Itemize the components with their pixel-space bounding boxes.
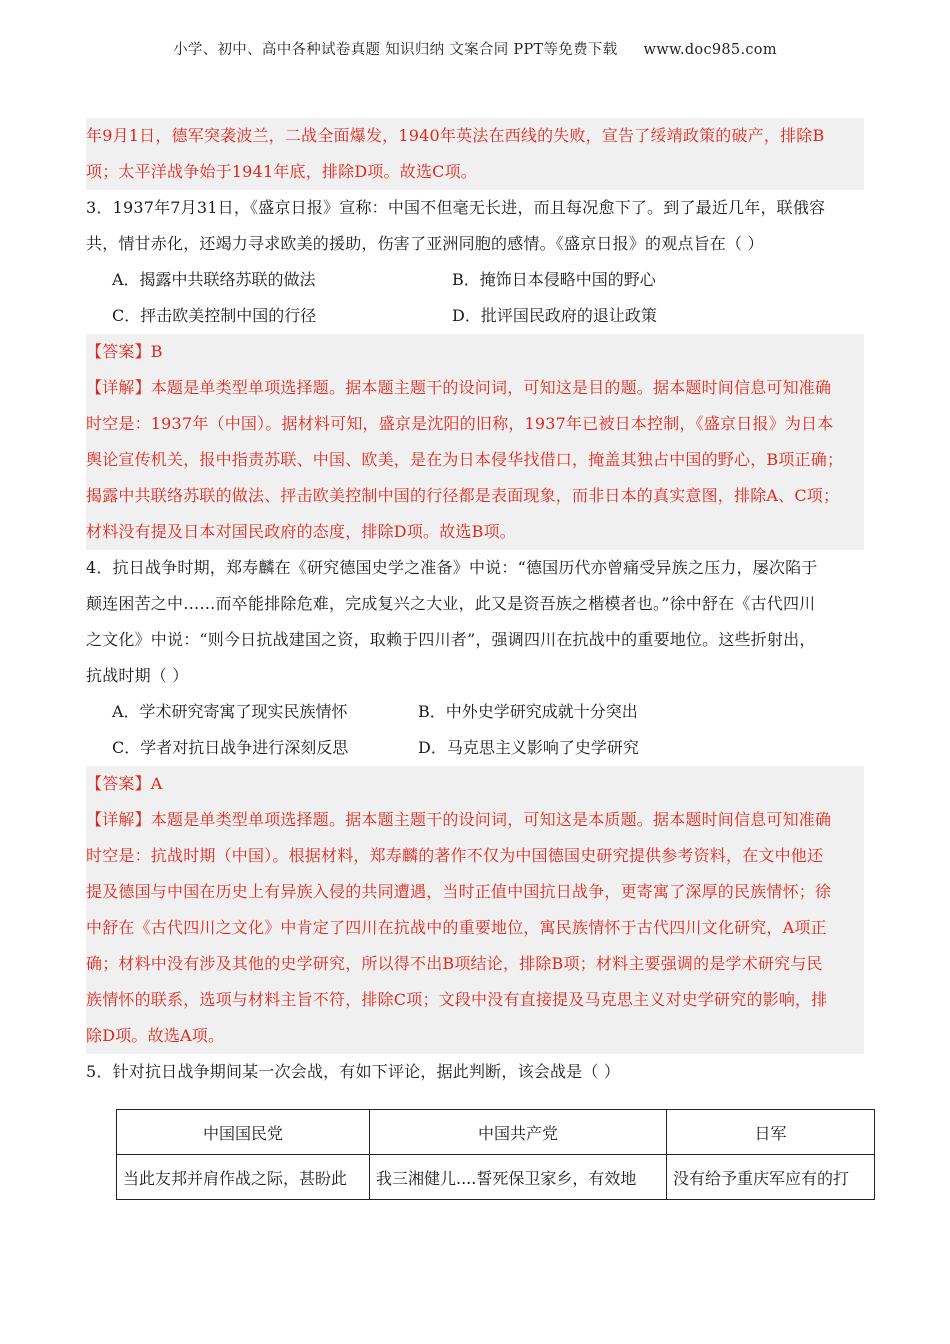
q5-stem: 5．针对抗日战争期间某一次会战，有如下评论，据此判断，该会战是（ ） xyxy=(86,1062,621,1081)
q4-explain-line: 确；材料中没有涉及其他的史学研究，所以得不出B项结论，排除B项；材料主要强调的是学术研究与民 xyxy=(86,954,823,973)
q3-option-d: D．批评国民政府的退让政策 xyxy=(452,306,657,325)
q3-explain-line: 材料没有提及日本对国民政府的态度，排除D项。故选B项。 xyxy=(86,522,516,541)
table-header-cell: 中国共产党 xyxy=(370,1110,667,1155)
q3-option-c: C．抨击欧美控制中国的行径 xyxy=(112,306,317,325)
q4-explain-line: 中舒在《古代四川之文化》中肯定了四川在抗战中的重要地位，寓民族情怀于古代四川文化研究，A项正 xyxy=(86,918,827,937)
q4-explain-line: 族情怀的联系，选项与材料主旨不符，排除C项；文段中没有直接提及马克思主义对史学研究的影响，排 xyxy=(86,990,828,1009)
q4-option-c: C．学者对抗日战争进行深刻反思 xyxy=(112,738,349,757)
table-cell: 我三湘健儿....誓死保卫家乡，有效地 xyxy=(370,1155,667,1200)
question-5 xyxy=(86,1054,864,1090)
q5-comment-table xyxy=(116,1109,875,1200)
q2-explain-line: 项；太平洋战争始于1941年底，排除D项。故选C项。 xyxy=(86,162,477,181)
q4-option-a: A．学术研究寄寓了现实民族情怀 xyxy=(112,702,348,721)
q4-options-row-2 xyxy=(86,730,864,766)
q4-answer-block xyxy=(86,766,864,1054)
q3-answer: 【答案】B xyxy=(86,342,163,361)
q3-option-a: A．揭露中共联络苏联的做法 xyxy=(112,270,316,289)
table-cell: 当此友邦并肩作战之际，甚盼此 xyxy=(117,1155,370,1200)
question-3 xyxy=(86,190,864,550)
page-header xyxy=(0,38,950,59)
q2-explain-line: 年9月1日，德军突袭波兰，二战全面爆发，1940年英法在西线的失败，宣告了绥靖政策的破产，排除B xyxy=(86,126,825,145)
q3-explain-line: 舆论宣传机关，报中指责苏联、中国、欧美，是在为日本侵华找借口，掩盖其独占中国的野心，B项正确； xyxy=(86,450,844,469)
q4-explain-line: 【详解】本题是单类型单项选择题。据本题主题干的设问词，可知这是本质题。据本题时间信息可知准确 xyxy=(86,810,832,829)
table-header-cell: 日军 xyxy=(667,1110,875,1155)
q3-answer-block xyxy=(86,334,864,550)
q4-options-row-1 xyxy=(86,694,864,730)
q3-options-row-1 xyxy=(86,262,864,298)
q3-stem-line: 3．1937年7月31日，《盛京日报》宣称：中国不但毫无长进，而且每况愈下了。到了最近几年，联俄容 xyxy=(86,198,826,217)
q3-stem-line: 共，情甘赤化，还竭力寻求欧美的援助，伤害了亚洲同胞的感情。《盛京日报》的观点旨在（ ） xyxy=(86,234,764,253)
q3-explain-line: 揭露中共联络苏联的做法、抨击欧美控制中国的行径都是表面现象，而非日本的真实意图，排除A、C项； xyxy=(86,486,840,505)
q3-explain-line: 【详解】本题是单类型单项选择题。据本题主题干的设问词，可知这是目的题。据本题时间信息可知准确 xyxy=(86,378,832,397)
q3-options-row-2 xyxy=(86,298,864,334)
q4-explain-line: 除D项。故选A项。 xyxy=(86,1026,225,1045)
q3-option-b: B．掩饰日本侵略中国的野心 xyxy=(452,270,656,289)
q4-option-b: B．中外史学研究成就十分突出 xyxy=(418,702,638,721)
q4-stem-line: 之文化》中说：“则今日抗战建国之资，取赖于四川者”，强调四川在抗战中的重要地位。这些折射出， xyxy=(86,630,816,649)
q4-explain-line: 时空是：抗战时期（中国）。根据材料，郑寿麟的著作不仅为中国德国史研究提供参考资料，在文中他还 xyxy=(86,846,824,865)
q2-explanation xyxy=(86,118,864,190)
header-site: www.doc985.com xyxy=(643,42,777,58)
table-header-cell: 中国国民党 xyxy=(117,1110,370,1155)
table-row xyxy=(117,1155,875,1200)
q4-stem-line: 4．抗日战争时期，郑寿麟在《研究德国史学之准备》中说：“德国历代亦曾痛受异族之压力，屡次陷于 xyxy=(86,558,818,577)
q4-option-d: D．马克思主义影响了史学研究 xyxy=(418,738,639,757)
q4-explain-line: 提及德国与中国在历史上有异族入侵的共同遭遇，当时正值中国抗日战争，更寄寓了深厚的民族情怀；徐 xyxy=(86,882,832,901)
q4-stem-line: 抗战时期（ ） xyxy=(86,666,189,685)
q3-explain-line: 时空是：1937年（中国）。据材料可知，盛京是沈阳的旧称，1937年已被日本控制，《盛京日报》为日本 xyxy=(86,414,834,433)
table-header-row xyxy=(117,1110,875,1155)
table-cell: 没有给予重庆军应有的打 xyxy=(667,1155,875,1200)
q4-stem-line: 颠连困苦之中……而卒能排除危难，完成复兴之大业，此又是资吾族之楷模者也。”徐中舒在《古代四川 xyxy=(86,594,816,613)
document-body xyxy=(86,118,864,1090)
header-text: 小学、初中、高中各种试卷真题 知识归纳 文案合同 PPT等免费下载 xyxy=(173,42,618,58)
question-4 xyxy=(86,550,864,1054)
q4-answer: 【答案】A xyxy=(86,774,163,793)
